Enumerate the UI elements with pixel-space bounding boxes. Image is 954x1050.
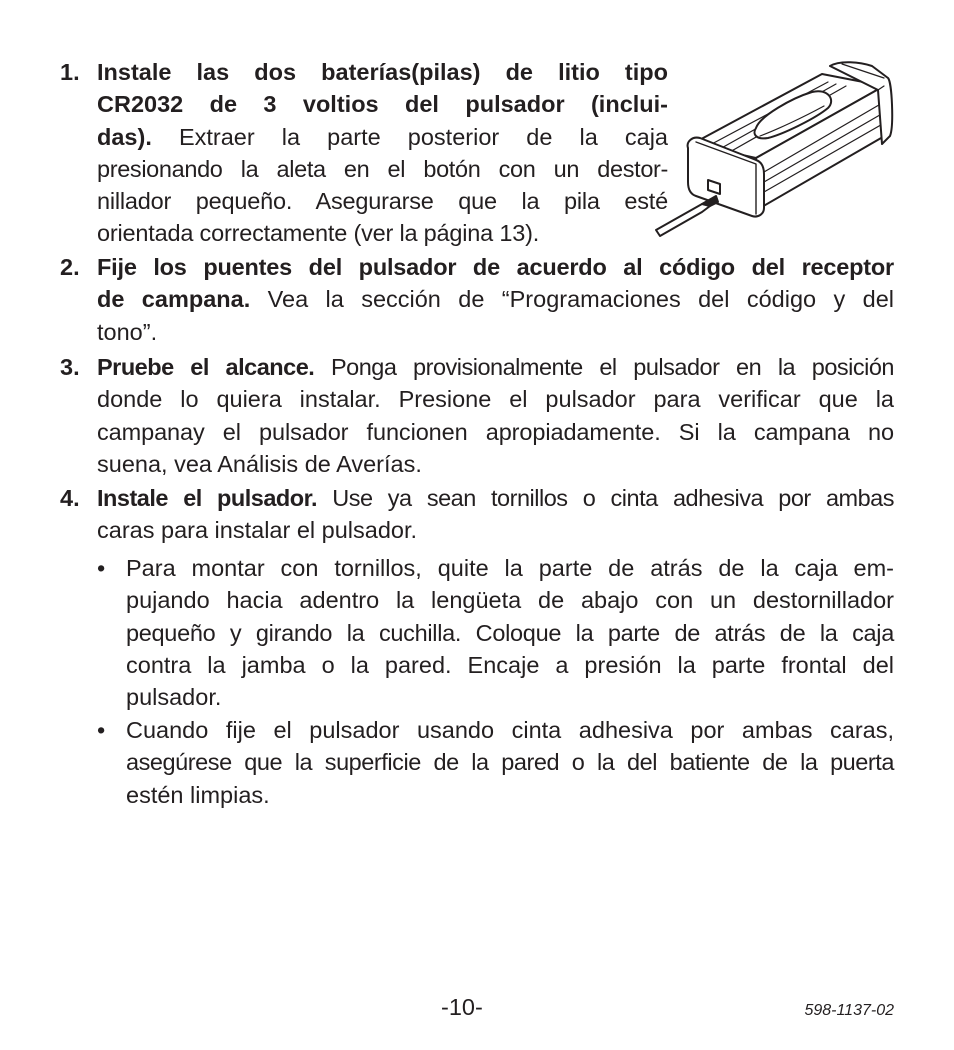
- bullet-text: Para montar con tornillos, quite la parte de atrás de la caja em- pujando hacia adentro la lengüeta de abajo con un destornillador pequeño y girando la cuchilla. Coloque la parte de atrás de la caja contra la jamba o la pared. Encaje a presión la parte frontal del pulsador.: [126, 555, 894, 711]
- bullet-symbol: •: [97, 555, 106, 581]
- step-text: Instale el pulsador. Use ya sean tornillos o cinta adhesiva por ambas caras para instalar el pulsador.: [97, 485, 894, 544]
- step-text: Fije los puentes del pulsador de acuerdo al código del receptor de campana. Vea la sección de “Programaciones del código y del tono”.: [97, 254, 894, 345]
- page-number: -10-: [441, 994, 483, 1020]
- step-text: Pruebe el alcance. Ponga provisionalmente el pulsador en la posición donde lo quiera instalar. Presione el pulsador para verificar que la campanay el pulsador funcionen apropiadamente. Si la campana no suena, vea Análisis de Averías.: [97, 354, 894, 477]
- bullet-symbol: •: [97, 717, 106, 743]
- step-number: 3.: [60, 354, 80, 380]
- step-number: 1.: [60, 59, 80, 85]
- step-text: Instale las dos baterías(pilas) de litio tipo CR2032 de 3 voltios del pulsador (inclui- das). Extraer la parte posterior de la caja presionando la aleta en el botón con un destor- nillador pequeño. Asegurarse que la pila esté orientada correctamente (ver la página 13).: [97, 59, 668, 247]
- step-number: 4.: [60, 485, 80, 511]
- bullet-text: Cuando fije el pulsador usando cinta adhesiva por ambas caras, asegúrese que la superficie de la pared o la del batiente de la puerta estén limpias.: [126, 717, 894, 808]
- document-number: 598-1137-02: [804, 1002, 894, 1019]
- step-number: 2.: [60, 254, 80, 280]
- pushbutton-battery-illustration: [652, 56, 902, 242]
